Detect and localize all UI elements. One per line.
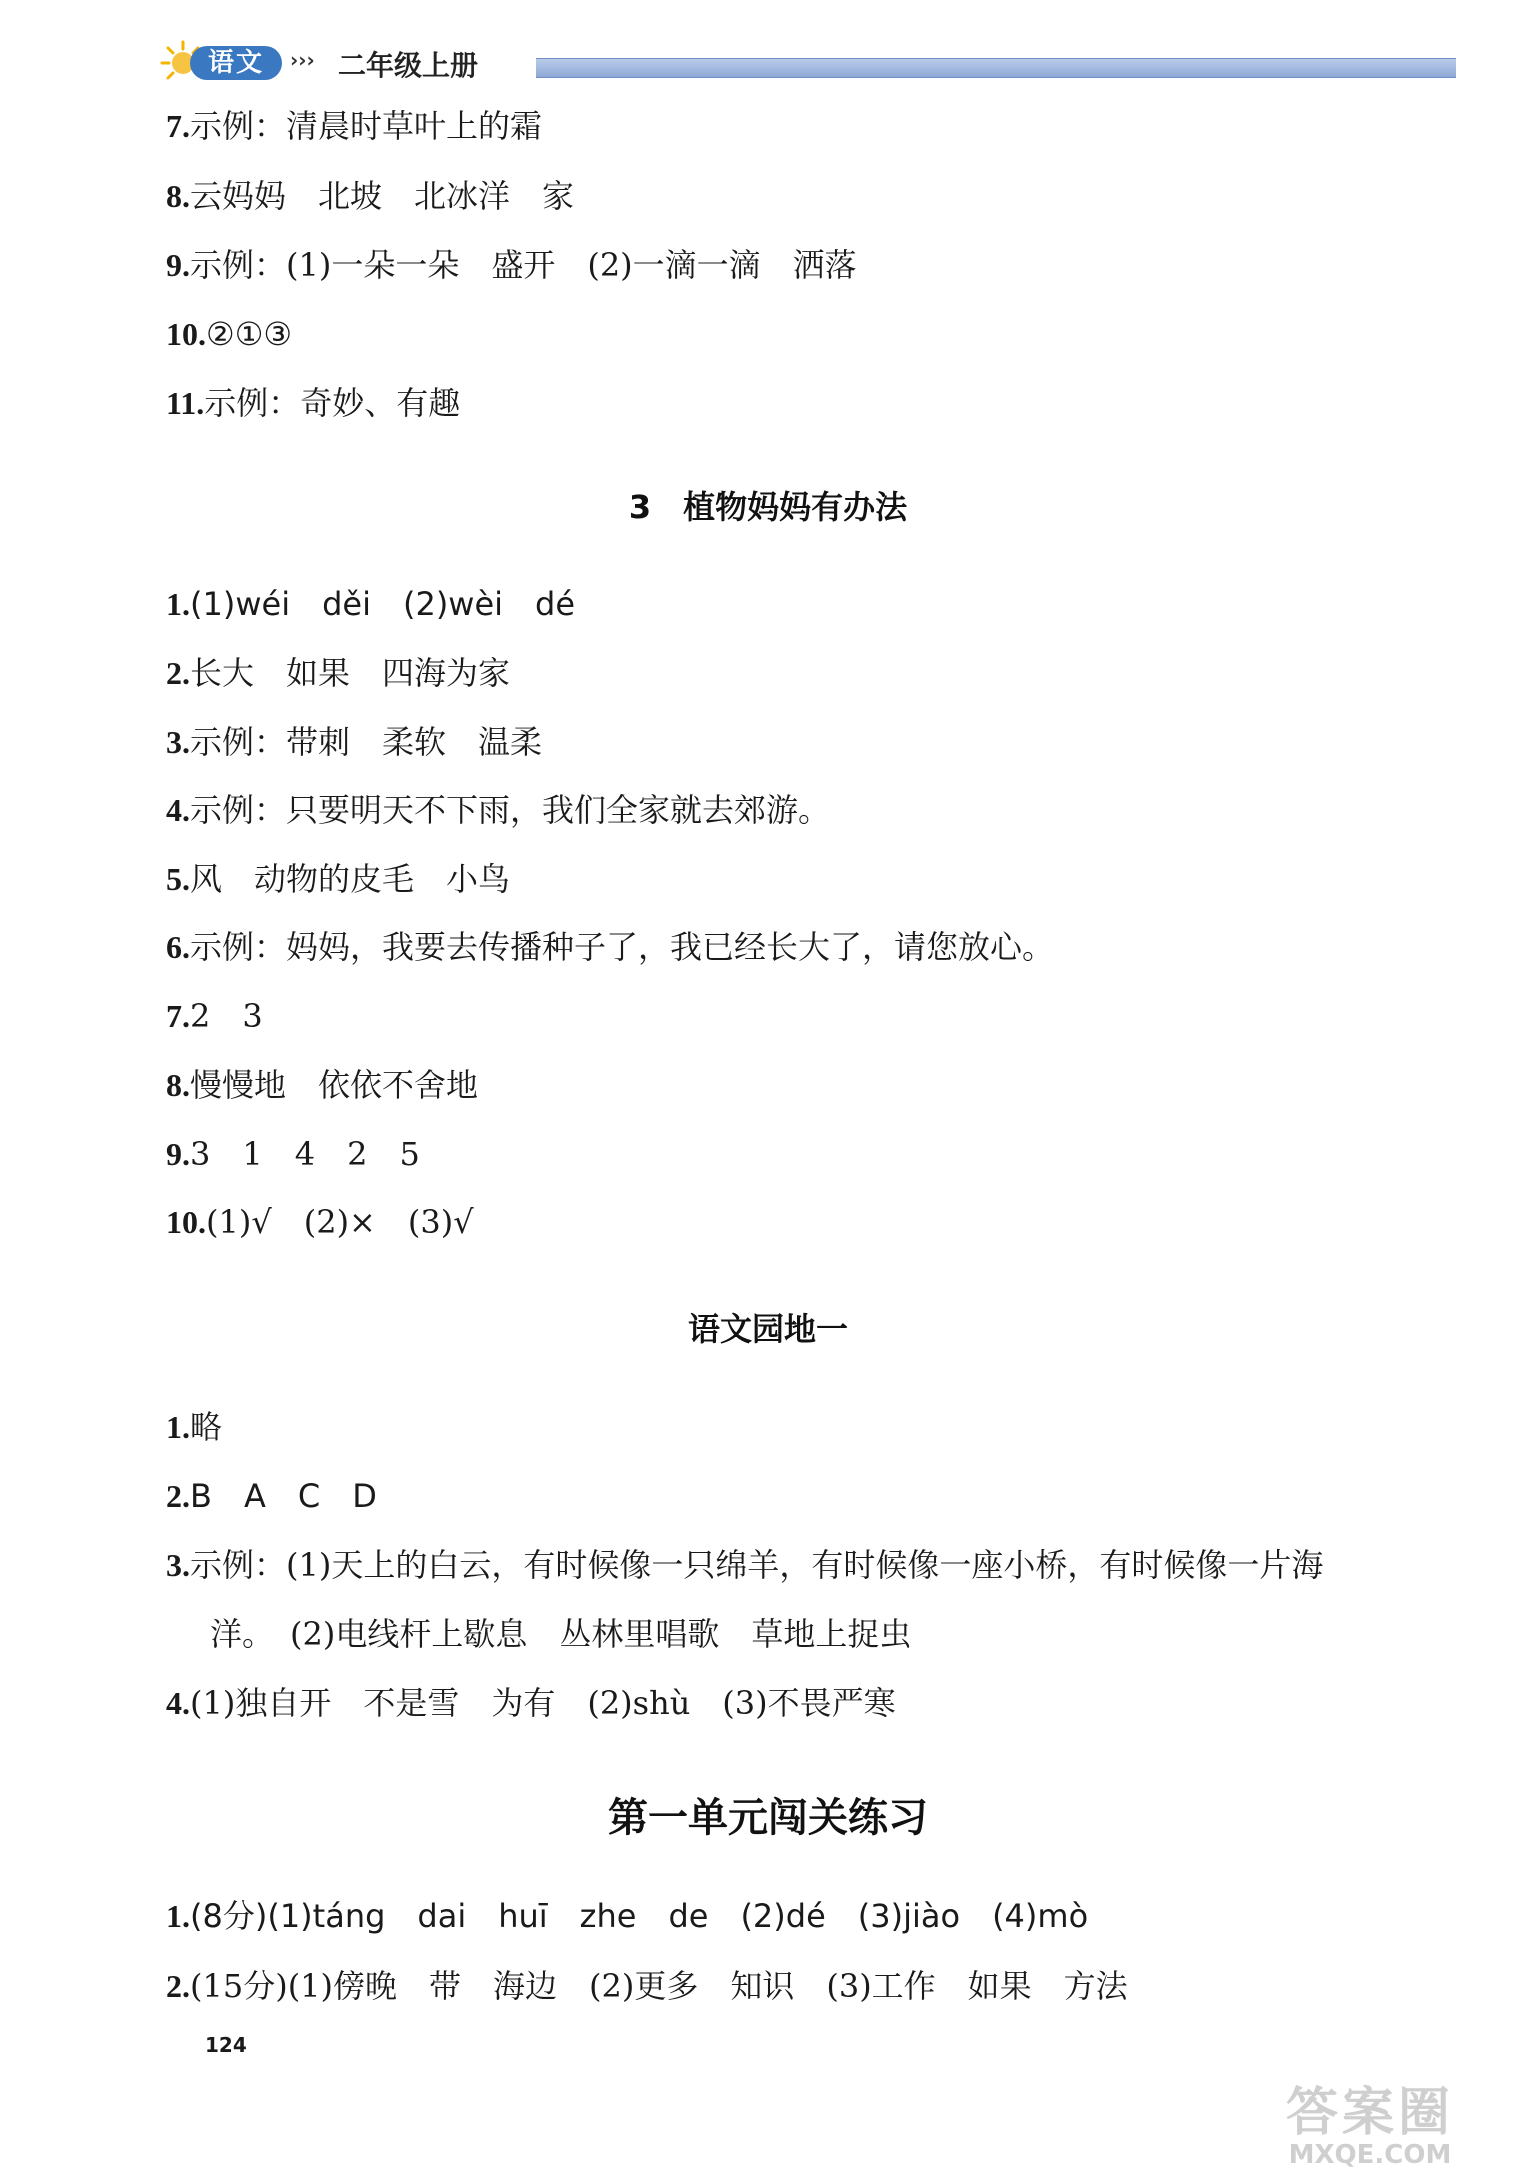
answer-line: 1.(8分)(1)táng dai huī zhe de (2)dé (3)jiào (4)mò [166,1897,1089,1935]
answer-line: 8.云妈妈 北坡 北冰洋 家 [166,177,575,215]
answer-line: 6.示例：妈妈，我要去传播种子了，我已经长大了，请您放心。 [166,928,1055,966]
section-title-garden: 语文园地一 [687,1310,848,1348]
answer-line: 2.(15分)(1)傍晚 带 海边 (2)更多 知识 (3)工作 如果 方法 [166,1967,1128,2005]
answer-line: 4.(1)独自开 不是雪 为有 (2)shù (3)不畏严寒 [166,1684,896,1722]
answer-line: 2.长大 如果 四海为家 [166,654,511,692]
page-header [160,38,1460,88]
watermark-logo: 答案圈 [1285,2083,1454,2143]
answer-line: 10.②①③ [166,315,293,353]
answer-line: 7.2 3 [166,997,263,1035]
answer-line: 7.示例：清晨时草叶上的霜 [166,107,543,145]
answer-line: 9.示例：(1)一朵一朵 盛开 (2)一滴一滴 洒落 [166,246,857,284]
answer-line: 3.示例：(1)天上的白云，有时候像一只绵羊，有时候像一座小桥，有时候像一片海 [166,1546,1324,1584]
answer-line: 10.(1)√ (2)× (3)√ [166,1203,474,1241]
answer-line: 1.略 [166,1408,223,1446]
page-number: 124 [205,2033,247,2057]
answer-line: 9.3 1 4 2 5 [166,1135,420,1173]
answer-line: 1.(1)wéi děi (2)wèi dé [166,585,576,623]
watermark-url: MXQE.COM [1288,2140,1452,2170]
header-bar [536,58,1456,78]
section-title-unit-test: 第一单元闯关练习 [608,1795,928,1841]
watermark [1250,2085,1490,2173]
answer-line: 8.慢慢地 依依不舍地 [166,1066,479,1104]
section-title-plants: 3 植物妈妈有办法 [628,488,908,526]
subject-badge: 语文 [190,46,282,80]
answer-line: 5.风 动物的皮毛 小鸟 [166,860,511,898]
answer-line: 4.示例：只要明天不下雨，我们全家就去郊游。 [166,791,831,829]
answer-line-continued: 洋。 (2)电线杆上歇息 丛林里唱歌 草地上捉虫 [210,1615,912,1653]
answer-line: 2.B A C D [166,1477,377,1515]
answer-line: 3.示例：带刺 柔软 温柔 [166,723,543,761]
grade-label: 二年级上册 [338,49,479,82]
answer-line: 11.示例：奇妙、有趣 [166,384,461,422]
header-chevrons: ››› [290,48,315,72]
